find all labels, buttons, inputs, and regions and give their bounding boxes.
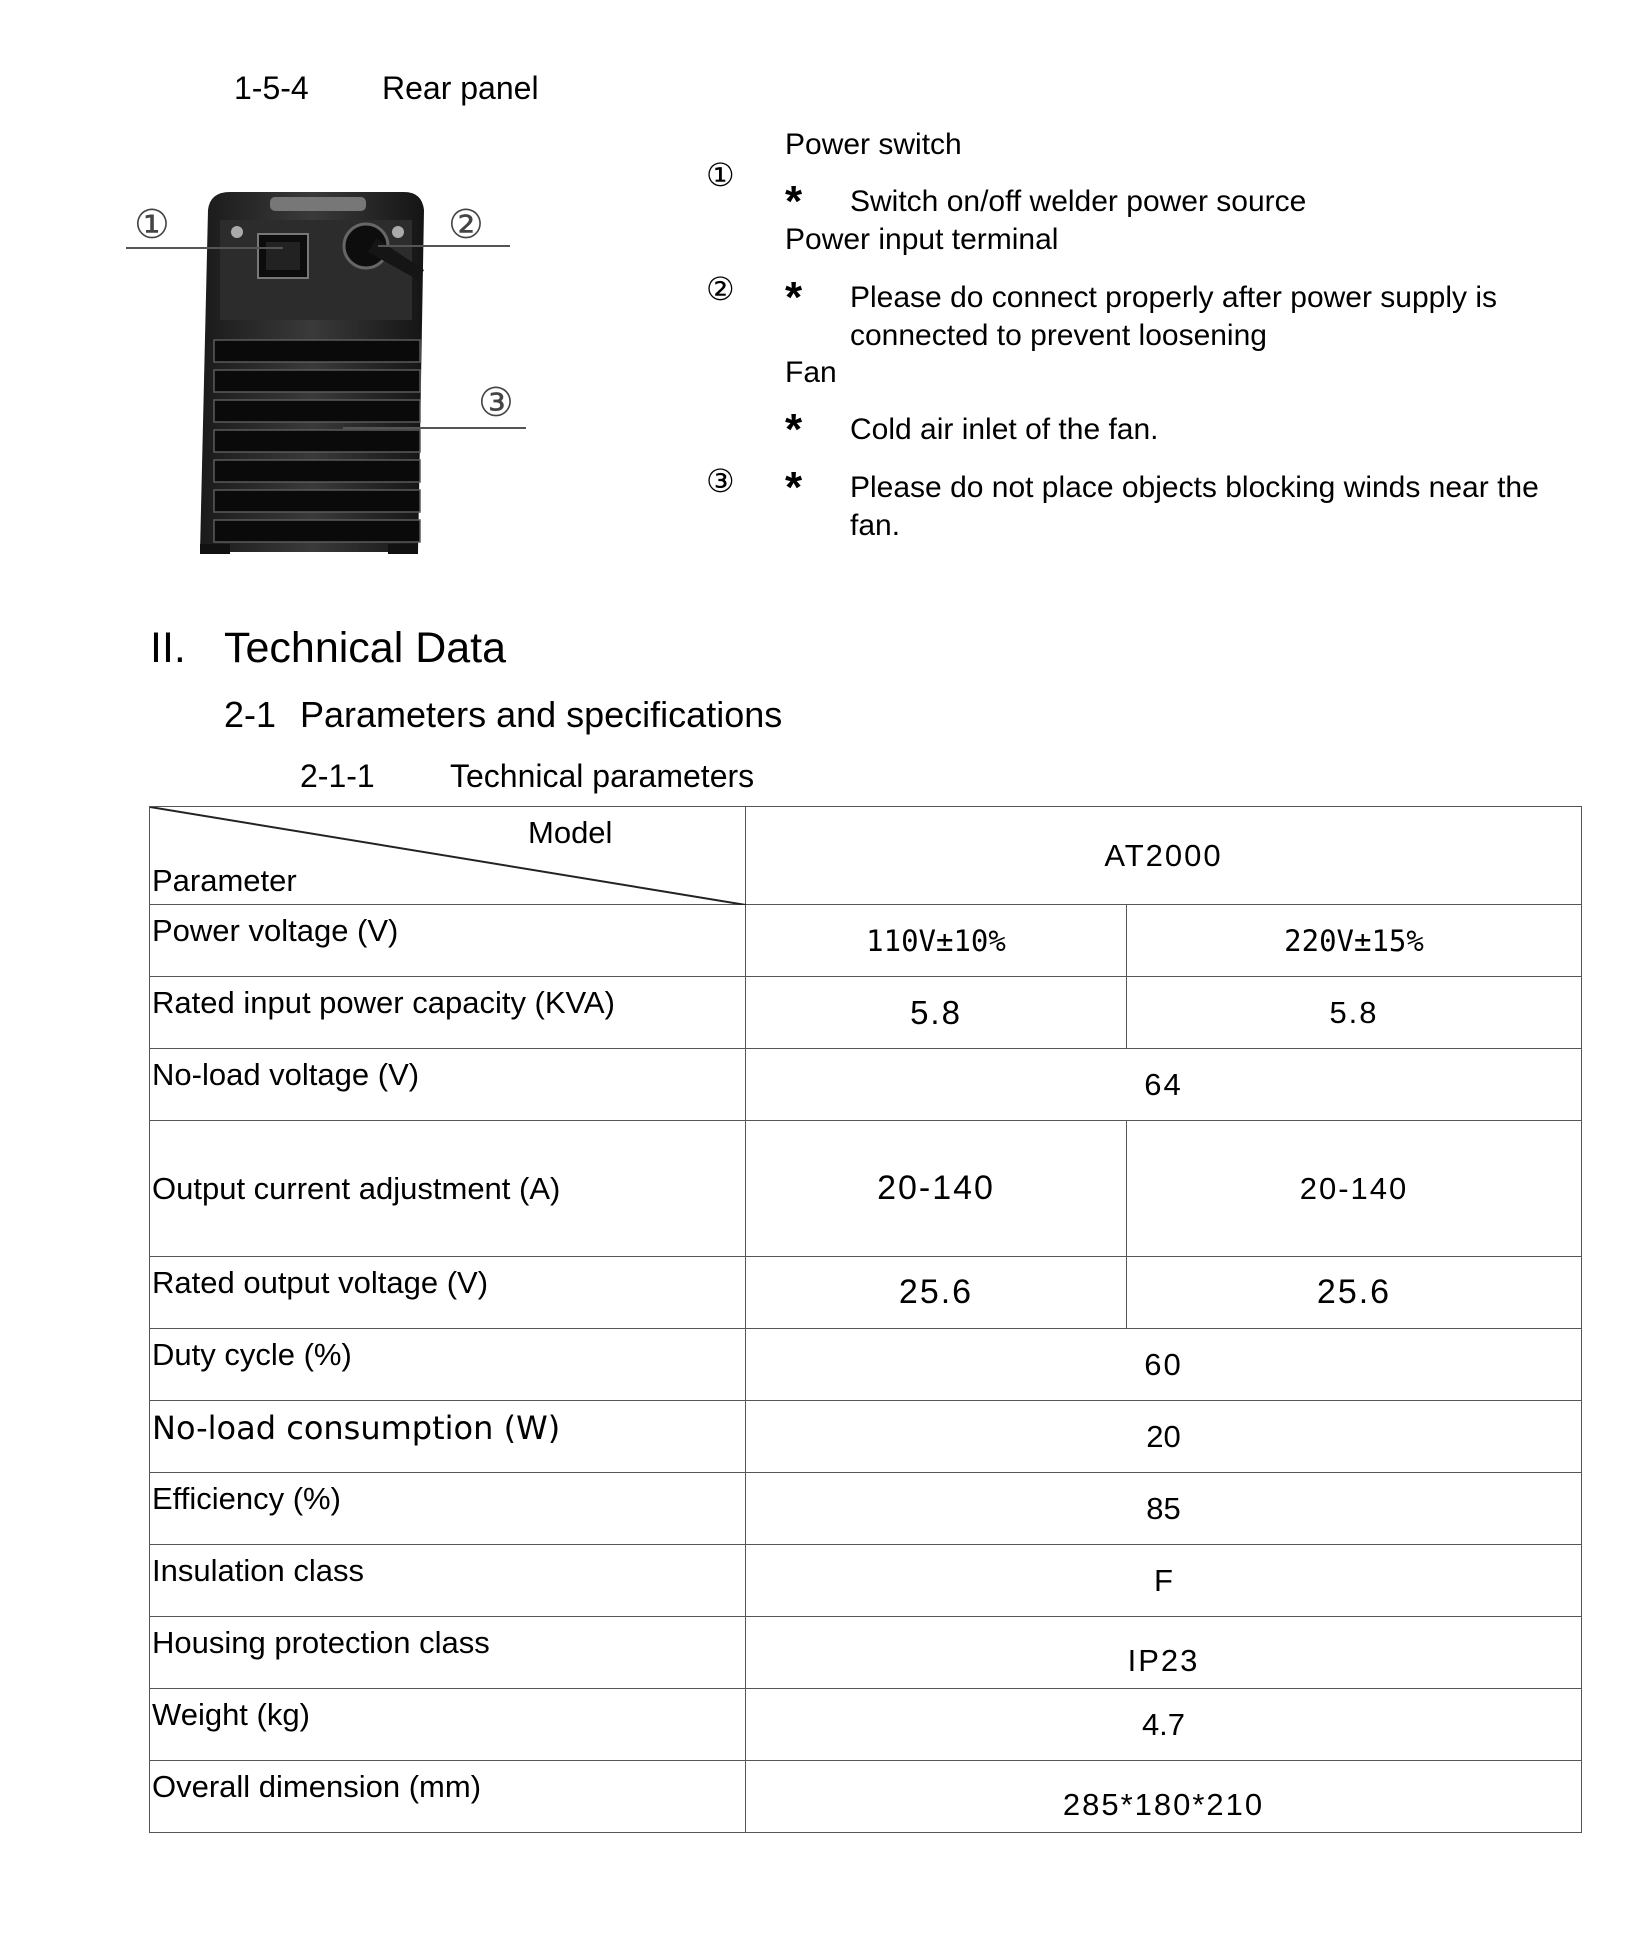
param-cell: Overall dimension (mm) bbox=[150, 1761, 746, 1833]
desc-bullet: Cold air inlet of the fan. bbox=[850, 413, 1159, 446]
spec-table bbox=[149, 806, 1582, 1833]
param-cell: Duty cycle (%) bbox=[150, 1329, 746, 1401]
handle-slot bbox=[270, 197, 366, 211]
table-row bbox=[150, 1121, 1582, 1257]
table-row bbox=[150, 977, 1582, 1049]
subheading-parameters: Parameters and specifications bbox=[300, 694, 783, 735]
header-diagonal-cell bbox=[150, 807, 746, 905]
value-cell: 220V±15% bbox=[1127, 905, 1582, 977]
param-cell: Power voltage (V) bbox=[150, 905, 746, 977]
param-cell: Insulation class bbox=[150, 1545, 746, 1617]
value-cell: 4.7 bbox=[746, 1689, 1582, 1761]
param-cell: No-load consumption (W) bbox=[150, 1401, 746, 1473]
desc-bullet: Please do connect properly after power supply is connected to prevent loosening bbox=[850, 281, 1498, 352]
value-cell: 110V±10% bbox=[746, 905, 1127, 977]
value-cell: 64 bbox=[746, 1049, 1582, 1121]
section-title: Rear panel bbox=[382, 70, 539, 106]
subsubheading-technical-parameters: Technical parameters bbox=[450, 758, 755, 794]
callout-2: ② bbox=[448, 202, 484, 248]
table-row bbox=[150, 1689, 1582, 1761]
table-row bbox=[150, 1761, 1582, 1833]
param-cell: Efficiency (%) bbox=[150, 1473, 746, 1545]
heading-number: II. bbox=[150, 624, 186, 672]
model-name: AT2000 bbox=[746, 807, 1582, 905]
value-cell: 25.6 bbox=[746, 1257, 1127, 1329]
desc-bullet: Switch on/off welder power source bbox=[850, 185, 1307, 218]
value-cell: 25.6 bbox=[1127, 1257, 1582, 1329]
value-cell: F bbox=[746, 1545, 1582, 1617]
value-cell: 20-140 bbox=[1127, 1121, 1582, 1257]
param-cell: Rated output voltage (V) bbox=[150, 1257, 746, 1329]
bullet-star: * bbox=[785, 463, 803, 512]
bullet-star: * bbox=[785, 405, 803, 454]
switch-rocker bbox=[266, 242, 300, 270]
param-cell: Output current adjustment (A) bbox=[150, 1121, 746, 1257]
table-row bbox=[150, 1473, 1582, 1545]
subheading-number: 2-1 bbox=[224, 694, 277, 735]
bullet-star: * bbox=[785, 273, 803, 322]
desc-marker-2: ② bbox=[706, 270, 735, 308]
value-cell: IP23 bbox=[746, 1617, 1582, 1689]
table-row bbox=[150, 905, 1582, 977]
callout-1: ① bbox=[134, 202, 170, 248]
fan-vents bbox=[214, 340, 420, 542]
screw bbox=[231, 226, 243, 238]
param-cell: Weight (kg) bbox=[150, 1689, 746, 1761]
header-model-label: Model bbox=[528, 815, 613, 850]
foot bbox=[388, 544, 418, 554]
table-row bbox=[150, 1049, 1582, 1121]
table-row bbox=[150, 1401, 1582, 1473]
desc-title-power-input: Power input terminal bbox=[785, 223, 1059, 256]
value-cell: 20-140 bbox=[746, 1121, 1127, 1257]
table-row bbox=[150, 1617, 1582, 1689]
value-cell: 285*180*210 bbox=[746, 1761, 1582, 1833]
value-cell: 85 bbox=[746, 1473, 1582, 1545]
callout-3: ③ bbox=[478, 380, 514, 426]
heading-technical-data: Technical Data bbox=[224, 624, 507, 672]
table-row bbox=[150, 1545, 1582, 1617]
table-header-row bbox=[150, 807, 1582, 905]
value-cell: 60 bbox=[746, 1329, 1582, 1401]
value-cell: 20 bbox=[746, 1401, 1582, 1473]
desc-marker-3: ③ bbox=[706, 462, 735, 500]
foot bbox=[200, 544, 230, 554]
section-number: 1-5-4 bbox=[234, 70, 309, 106]
desc-bullet: Please do not place objects blocking winds near the fan. bbox=[850, 471, 1539, 542]
header-parameter-label: Parameter bbox=[152, 863, 297, 898]
table-row bbox=[150, 1329, 1582, 1401]
param-cell: Housing protection class bbox=[150, 1617, 746, 1689]
value-cell: 5.8 bbox=[1127, 977, 1582, 1049]
param-cell: No-load voltage (V) bbox=[150, 1049, 746, 1121]
value-cell: 5.8 bbox=[746, 977, 1127, 1049]
screw bbox=[392, 226, 404, 238]
desc-title-power-switch: Power switch bbox=[785, 128, 962, 161]
param-cell: Rated input power capacity (KVA) bbox=[150, 977, 746, 1049]
bullet-star: * bbox=[785, 177, 803, 226]
desc-title-fan: Fan bbox=[785, 356, 837, 389]
subsubheading-number: 2-1-1 bbox=[300, 758, 375, 794]
desc-marker-1: ① bbox=[706, 156, 735, 194]
table-row bbox=[150, 1257, 1582, 1329]
